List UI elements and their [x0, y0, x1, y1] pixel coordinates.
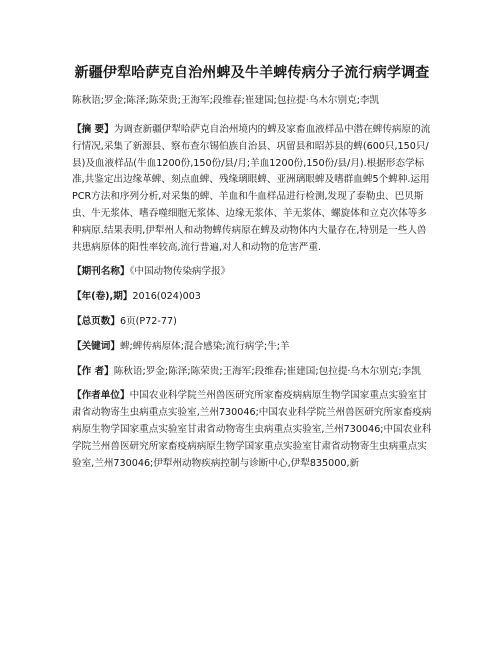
author-value: 陈秋语;罗金;陈泽;陈荣贵;王海军;段维春;崔建国;包拉提·乌木尔别克;李凯	[113, 365, 421, 377]
paper-title: 新疆伊犁哈萨克自治州蜱及牛羊蜱传病分子流行病学调查	[74, 65, 430, 81]
abstract-text: 为调查新疆伊犁哈萨克自治州境内的蜱及家畜血液样品中潜在蜱传病原的流行情况,采集了新源县、察布查尔锡伯族自治县、巩留县和昭苏县的蜱(600只,150只/县)及血液样品(牛血1200份,150份/县/月;羊血1200份,150份/县/月).根据形态学标准,共鉴定出边缘革蜱、刻点血蜱、残缘璃眼蜱、亚洲璃眼蜱及嗜群血蜱5个蜱种.运用PCR方法和序列分析,对采集的蜱、羊血和牛血样品进行检测,发现了泰勒虫、巴贝斯虫、牛无浆体、嗜吞噬细胞无浆体、边缘无浆体、羊无浆体、螺旋体和立克次体等多种病原.结果表明,伊犁州人和动物蜱传病原在蜱及动物体内大量存在,特别是一些人兽共患病原体的阳性率较高,流行普遍,对人和动物的危害严重.	[72, 124, 431, 253]
year-issue-label: 【年(卷),期】	[72, 291, 133, 303]
affiliation-label: 【作者单位】	[72, 390, 130, 402]
journal-section	[72, 264, 432, 281]
affiliation-value: 中国农业科学院兰州兽医研究所家畜疫病病原生物学国家重点实验室甘肃省动物寄生虫病重点实验室,兰州730046;中国农业科学院兰州兽医研究所家畜疫病病原生物学国家重点实验室甘肃省动物寄生虫病重点实验室,兰州730046;中国农业科学院兰州兽医研究所家畜疫病病原生物学国家重点实验室甘肃省动物寄生虫病重点实验室,兰州730046;伊犁州动物疾病控制与诊断中心,伊犁835000,新	[72, 390, 432, 469]
author-list: 陈秋语;罗金;陈泽;陈荣贵;王海军;段维春;崔建国;包拉提·乌木尔别克;李凯	[72, 95, 380, 106]
pages-label: 【总页数】	[72, 315, 120, 327]
pages-section	[72, 314, 432, 331]
keywords-section	[72, 339, 432, 356]
keywords-value: 蜱;蜱传病原体;混合感染;流行病学;牛;羊	[119, 340, 290, 352]
journal-name: 《中国动物传染病学报》	[129, 266, 231, 278]
keywords-label: 【关键词】	[72, 340, 120, 352]
abstract-section	[72, 122, 432, 256]
year-issue-section	[72, 289, 432, 306]
affiliation-section	[72, 388, 432, 472]
pages-value: 6页(P72-77)	[119, 315, 177, 327]
abstract-label: 【摘 要】	[72, 124, 114, 135]
journal-label: 【期刊名称】	[72, 266, 130, 278]
author-label: 【作 者】	[72, 365, 114, 377]
year-issue-value: 2016(024)003	[132, 291, 201, 303]
author-section	[72, 364, 432, 381]
